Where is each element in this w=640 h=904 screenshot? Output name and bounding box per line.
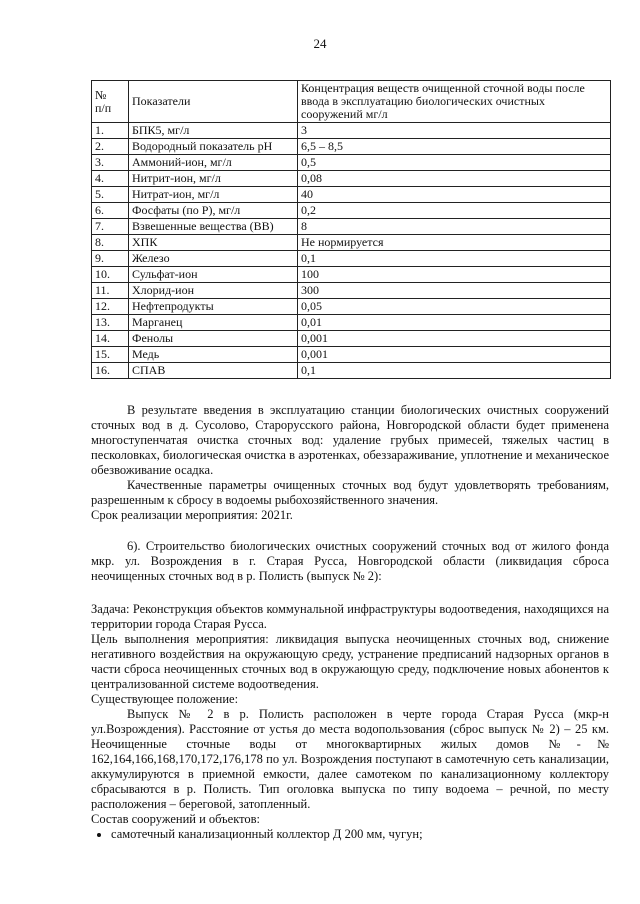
paragraph-section-6: 6). Строительство биологических очистных сооружений сточных вод от жилого фонда мкр. ул. Возрождения в г. Старая Русса, Новгородской области (ликвидация сброса неочищенных сточных вод в р. Полисть (выпуск № 2): <box>91 539 609 583</box>
row-indicator: Водородный показатель pH <box>129 139 298 155</box>
row-number: 9. <box>92 251 129 267</box>
row-number: 11. <box>92 283 129 299</box>
header-value: Концентрация веществ очищенной сточной воды после ввода в эксплуатацию биологических очистных сооружений мг/л <box>298 81 611 123</box>
row-indicator: Взвешенные вещества (ВВ) <box>129 219 298 235</box>
table-row <box>92 171 611 187</box>
row-number: 15. <box>92 347 129 363</box>
row-value: 0,01 <box>298 315 611 331</box>
row-value: 0,1 <box>298 251 611 267</box>
row-value: 0,5 <box>298 155 611 171</box>
row-indicator: Железо <box>129 251 298 267</box>
table-row <box>92 331 611 347</box>
table-row <box>92 347 611 363</box>
row-value: 0,001 <box>298 331 611 347</box>
row-indicator: СПАВ <box>129 363 298 379</box>
row-indicator: Нитрит-ион, мг/л <box>129 171 298 187</box>
table-row <box>92 267 611 283</box>
row-number: 13. <box>92 315 129 331</box>
row-indicator: Фосфаты (по Р), мг/л <box>129 203 298 219</box>
row-number: 4. <box>92 171 129 187</box>
paragraph-quality: Качественные параметры очищенных сточных вод будут удовлетворять требованиям, разрешенным к сбросу в водоемы рыбохозяйственного значения. <box>91 478 609 507</box>
page-number: 24 <box>313 36 327 51</box>
row-value: 0,08 <box>298 171 611 187</box>
paragraph-deadline: Срок реализации мероприятия: 2021г. <box>91 508 293 522</box>
row-indicator: Фенолы <box>129 331 298 347</box>
composition-list <box>91 827 609 842</box>
table-row <box>92 203 611 219</box>
row-value: 0,001 <box>298 347 611 363</box>
table-row <box>92 139 611 155</box>
row-number: 3. <box>92 155 129 171</box>
table-row <box>92 251 611 267</box>
row-indicator: Аммоний-ион, мг/л <box>129 155 298 171</box>
row-value: 100 <box>298 267 611 283</box>
paragraph-current-state: Выпуск № 2 в р. Полисть расположен в черте города Старая Русса (мкр-н ул.Возрождения). Расстояние от устья до места водопользования (сброс выпуск № 2) – 25 км. Неочищенные сточные воды от многоквартирных жилых домов №-№ 162,164,166,168,170,172,176,178 по ул. Возрождения поступают в самотечную сеть канализации, аккумулируются в приемной емкости, далее самотеком по канализационному коллектору сбрасываются в р. Полисть. Тип оголовка выпуска по типу водоема – речной, по месту расположения – береговой, затопленный. <box>91 707 609 811</box>
row-value: 8 <box>298 219 611 235</box>
row-indicator: Хлорид-ион <box>129 283 298 299</box>
table-row <box>92 187 611 203</box>
table-row <box>92 363 611 379</box>
row-indicator: Марганец <box>129 315 298 331</box>
row-value: 0,05 <box>298 299 611 315</box>
table-row <box>92 155 611 171</box>
row-value: 3 <box>298 123 611 139</box>
header-no: № п/п <box>92 81 129 123</box>
row-value: 0,1 <box>298 363 611 379</box>
row-number: 8. <box>92 235 129 251</box>
table-row <box>92 123 611 139</box>
row-number: 1. <box>92 123 129 139</box>
row-number: 2. <box>92 139 129 155</box>
row-indicator: Сульфат-ион <box>129 267 298 283</box>
row-indicator: БПК5, мг/л <box>129 123 298 139</box>
row-indicator: Нитрат-ион, мг/л <box>129 187 298 203</box>
body-text <box>91 403 609 842</box>
table-row <box>92 299 611 315</box>
list-item: • самотечный канализационный коллектор Д 200 мм, чугун; <box>111 827 609 842</box>
row-number: 6. <box>92 203 129 219</box>
paragraph-task: Задача: Реконструкция объектов коммунальной инфраструктуры водоотведения, находящихся на территории города Старая Русса. <box>91 602 609 631</box>
table-row <box>92 219 611 235</box>
paragraph-result: В результате введения в эксплуатацию станции биологических очистных сооружений сточных вод в д. Сусолово, Старорусского района, Новгородской области будет применена многоступенчатая очистка сточных вод: удаление грубых примесей, тяжелых частиц в песколовках, биологическая очистка в аэротенках, обеззараживание, уплотнение и механическое обезвоживание осадка. <box>91 403 609 477</box>
table-header-row <box>92 81 611 123</box>
row-indicator: Нефтепродукты <box>129 299 298 315</box>
table-row <box>92 315 611 331</box>
row-number: 16. <box>92 363 129 379</box>
row-value: 300 <box>298 283 611 299</box>
paragraph-goal: Цель выполнения мероприятия: ликвидация выпуска неочищенных сточных вод, снижение негативного воздействия на окружающую среду, устранение предписаний надзорных органов в части сброса неочищенных сточных вод в окружающую среду, подключение новых абонентов к централизованной системе водоотведения. <box>91 632 609 691</box>
row-indicator: ХПК <box>129 235 298 251</box>
row-indicator: Медь <box>129 347 298 363</box>
row-number: 10. <box>92 267 129 283</box>
row-value: 0,2 <box>298 203 611 219</box>
row-value: 40 <box>298 187 611 203</box>
row-number: 7. <box>92 219 129 235</box>
row-value: Не нормируется <box>298 235 611 251</box>
header-name: Показатели <box>129 81 298 123</box>
table-row <box>92 283 611 299</box>
row-number: 14. <box>92 331 129 347</box>
table-row <box>92 235 611 251</box>
row-value: 6,5 – 8,5 <box>298 139 611 155</box>
row-number: 12. <box>92 299 129 315</box>
paragraph-current-state-label: Существующее положение: <box>91 692 239 706</box>
indicators-table <box>91 80 611 379</box>
row-number: 5. <box>92 187 129 203</box>
paragraph-composition-label: Состав сооружений и объектов: <box>91 812 261 826</box>
